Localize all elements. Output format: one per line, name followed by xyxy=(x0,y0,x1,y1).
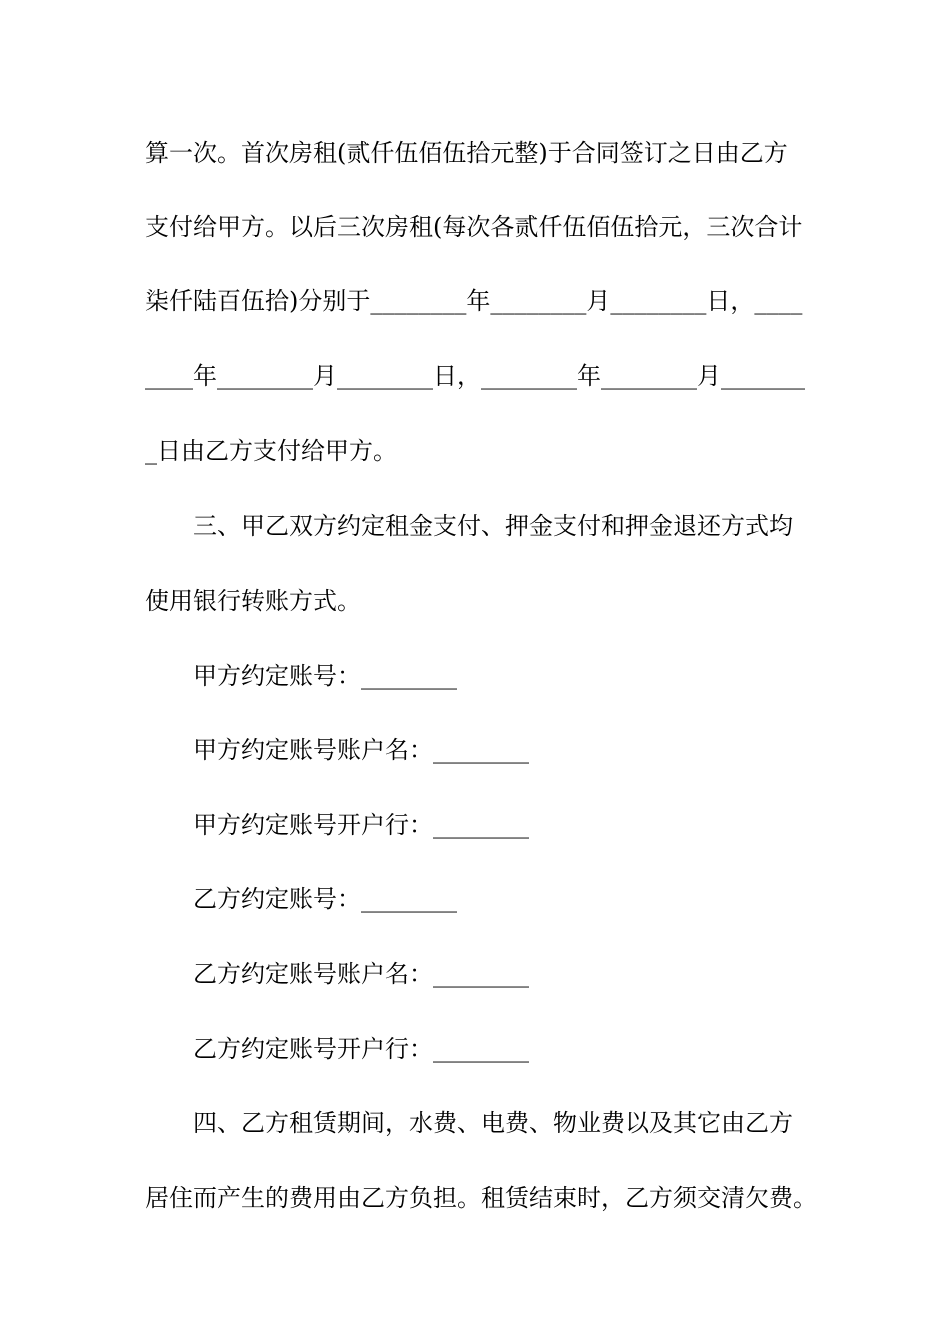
paragraph-line: 支付给甲方。以后三次房租(每次各贰仟伍佰伍拾元，三次合计 xyxy=(145,213,803,241)
party-b-bank-field: 乙方约定账号开户行：________ xyxy=(193,1035,529,1063)
party-a-account-field: 甲方约定账号：________ xyxy=(193,662,457,690)
paragraph-line: 居住而产生的费用由乙方负担。租赁结束时，乙方须交清欠费。 xyxy=(145,1184,817,1212)
party-b-account-field: 乙方约定账号：________ xyxy=(193,885,457,913)
paragraph-line: 使用银行转账方式。 xyxy=(145,587,361,615)
section-four-heading-line: 四、乙方租赁期间，水费、电费、物业费以及其它由乙方 xyxy=(193,1109,793,1137)
paragraph-line: 柒仟陆百伍拾)分别于________年________月________日，____ xyxy=(145,287,803,315)
paragraph-line: ____年________月________日，________年________月_______ xyxy=(145,362,805,390)
party-a-bank-field: 甲方约定账号开户行：________ xyxy=(193,811,529,839)
party-b-account-name-field: 乙方约定账号账户名：________ xyxy=(193,960,529,988)
section-three-heading-line: 三、甲乙双方约定租金支付、押金支付和押金退还方式均 xyxy=(193,512,793,540)
paragraph-line: _日由乙方支付给甲方。 xyxy=(145,437,397,465)
party-a-account-name-field: 甲方约定账号账户名：________ xyxy=(193,736,529,764)
paragraph-line: 算一次。首次房租(贰仟伍佰伍拾元整)于合同签订之日由乙方 xyxy=(145,139,788,167)
